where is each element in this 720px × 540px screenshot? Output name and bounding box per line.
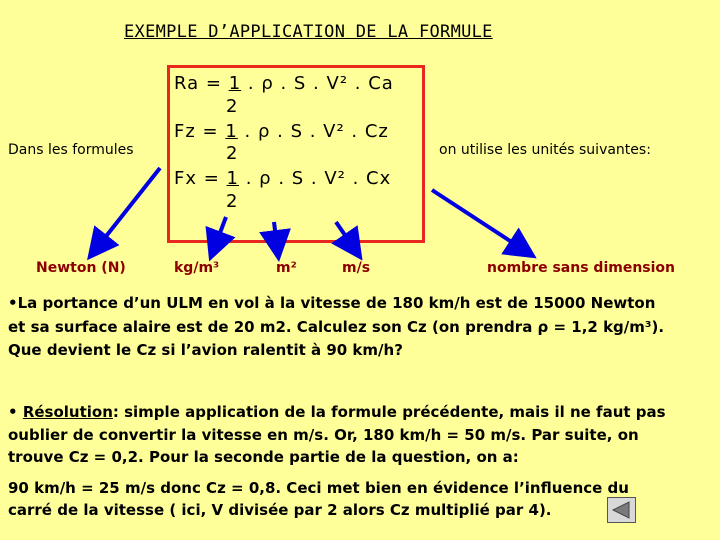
resolution-line-2: oublier de convertir la vitesse en m/s. Or, 180 km/h = 50 m/s. Par suite, on <box>8 426 639 444</box>
resolution-label: Résolution <box>22 403 113 421</box>
unit-area: m² <box>276 260 297 276</box>
formula-ra: Ra = 1 . ρ . S . V² . Ca <box>174 73 394 94</box>
unit-dimensionless: nombre sans dimension <box>487 260 676 276</box>
unit-density: kg/m³ <box>174 260 220 276</box>
formula-fx-denominator: 2 <box>226 191 238 212</box>
formula-fx: Fx = 1 . ρ . S . V² . Cx <box>174 168 392 189</box>
formula-ra-denominator: 2 <box>226 96 238 117</box>
back-button[interactable] <box>607 497 636 523</box>
question-line-1: •La portance d’un ULM en vol à la vitesse de 180 km/h est de 15000 Newton <box>8 294 656 312</box>
conclusion-line-1: 90 km/h = 25 m/s donc Cz = 0,8. Ceci met bien en évidence l’influence du <box>8 479 629 497</box>
left-label: Dans les formules <box>8 142 134 158</box>
resolution-line-3: trouve Cz = 0,2. Pour la seconde partie de la question, on a: <box>8 448 519 466</box>
conclusion-line-2: carré de la vitesse ( ici, V divisée par 2 alors Cz multiplié par 4). <box>8 501 552 519</box>
right-label: on utilise les unités suivantes: <box>439 142 651 158</box>
back-triangle-icon <box>608 498 635 522</box>
formula-fz-denominator: 2 <box>226 143 238 164</box>
formula-fz: Fz = 1 . ρ . S . V² . Cz <box>174 121 389 142</box>
arrow-dimensionless <box>432 190 530 254</box>
unit-newton: Newton (N) <box>36 260 126 276</box>
page-title: EXEMPLE D’APPLICATION DE LA FORMULE <box>124 22 493 42</box>
question-line-3: Que devient le Cz si l’avion ralentit à 90 km/h? <box>8 341 403 359</box>
question-line-2: et sa surface alaire est de 20 m2. Calculez son Cz (on prendra ρ = 1,2 kg/m³). <box>8 318 665 336</box>
unit-speed: m/s <box>342 260 371 276</box>
arrow-newton <box>92 168 160 254</box>
resolution-line-1: • Résolution: simple application de la formule précédente, mais il ne faut pas <box>8 403 666 421</box>
